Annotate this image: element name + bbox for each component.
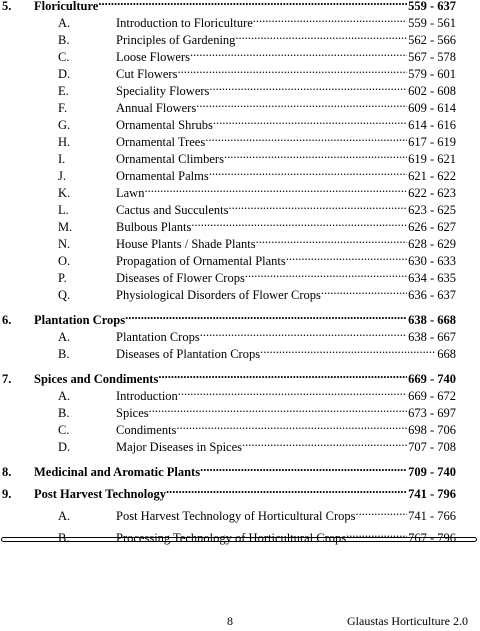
dot-leader <box>177 61 407 78</box>
item-title: Ornamental Palms <box>116 169 209 183</box>
section-title: Spices and Condiments <box>34 372 159 386</box>
item-pages: 638 - 667 <box>407 329 480 346</box>
item-title: Cactus and Succulents <box>116 203 229 217</box>
item-letter: B. <box>58 406 70 420</box>
dot-leader <box>235 27 407 44</box>
dot-leader <box>196 95 407 112</box>
item-title: Ornamental Shrubs <box>116 118 213 132</box>
item-title: Lawn <box>116 186 145 200</box>
item-letter: B. <box>58 347 70 361</box>
item-pages: 567 - 578 <box>407 49 480 66</box>
footer-brand: Glaustas Horticulture 2.0 <box>347 614 468 628</box>
item-pages: 626 - 627 <box>407 219 480 236</box>
toc-section-6[interactable] <box>0 307 480 327</box>
dot-leader <box>190 44 407 61</box>
item-letter: B. <box>58 531 70 545</box>
item-title: Ornamental Trees <box>116 135 206 149</box>
item-letter: P. <box>58 271 67 285</box>
item-pages: 630 - 633 <box>407 253 480 270</box>
dot-leader <box>260 341 436 358</box>
item-letter: C. <box>58 423 70 437</box>
dot-leader <box>321 282 407 299</box>
dot-leader <box>242 434 407 451</box>
section-pages: 559 - 637 <box>407 0 480 15</box>
dot-leader <box>224 146 407 163</box>
item-letter: D. <box>58 67 71 81</box>
item-letter: I. <box>58 152 66 166</box>
item-title: Loose Flowers <box>116 50 190 64</box>
item-title: Introduction <box>116 389 178 403</box>
item-letter: F. <box>58 101 68 115</box>
dot-leader <box>253 10 407 27</box>
item-pages: 562 - 566 <box>407 32 480 49</box>
item-title: Principles of Gardening <box>116 33 236 47</box>
item-title: Speciality Flowers <box>116 84 210 98</box>
section-number: 5. <box>2 0 12 13</box>
item-letter: J. <box>58 169 66 183</box>
item-pages: 619 - 621 <box>407 151 480 168</box>
section-pages: 741 - 796 <box>407 486 480 503</box>
page-number: 8 <box>227 614 233 628</box>
dot-leader <box>166 481 407 498</box>
item-title: Condiments <box>116 423 177 437</box>
item-letter: Q. <box>58 288 71 302</box>
dot-leader <box>205 129 407 146</box>
item-title: Physiological Disorders of Flower Crops <box>116 288 321 302</box>
item-title: Diseases of Flower Crops <box>116 271 245 285</box>
section-pages: 638 - 668 <box>407 312 480 329</box>
item-title: Ornamental Climbers <box>116 152 224 166</box>
section-pages: 709 - 740 <box>407 464 480 481</box>
section-number: 8. <box>2 465 12 479</box>
dot-leader <box>149 400 407 417</box>
section-number: 9. <box>2 487 12 501</box>
dot-leader <box>125 307 407 324</box>
dot-leader <box>98 0 407 10</box>
item-title: Post Harvest Technology of Horticultural Crops <box>116 509 356 523</box>
section-pages: 669 - 740 <box>407 371 480 388</box>
dot-leader <box>286 248 407 265</box>
item-pages: 609 - 614 <box>407 100 480 117</box>
item-pages: 579 - 601 <box>407 66 480 83</box>
item-letter: A. <box>58 509 71 523</box>
item-pages: 634 - 635 <box>407 270 480 287</box>
item-title: Propagation of Ornamental Plants <box>116 254 286 268</box>
section-title: Medicinal and Aromatic Plants <box>34 465 201 479</box>
dot-leader <box>178 383 407 400</box>
item-title: Annual Flowers <box>116 101 197 115</box>
item-pages: 623 - 625 <box>407 202 480 219</box>
item-letter: N. <box>58 237 71 251</box>
item-title: Diseases of Plantation Crops <box>116 347 261 361</box>
section-number: 6. <box>2 313 12 327</box>
item-pages: 668 <box>436 346 480 363</box>
toc-item[interactable] <box>0 503 480 523</box>
dot-leader <box>209 78 407 95</box>
dot-leader <box>191 214 407 231</box>
toc-section-5[interactable] <box>0 0 480 13</box>
item-pages: 622 - 623 <box>407 185 480 202</box>
item-letter: K. <box>58 186 71 200</box>
dot-leader <box>256 231 407 248</box>
item-pages: 602 - 608 <box>407 83 480 100</box>
item-pages: 559 - 561 <box>407 15 480 32</box>
section-number: 7. <box>2 372 12 386</box>
dot-leader <box>213 112 407 129</box>
item-letter: D. <box>58 440 71 454</box>
item-letter: A. <box>58 389 71 403</box>
dot-leader <box>200 459 407 476</box>
item-letter: A. <box>58 16 71 30</box>
toc-section-9[interactable] <box>0 481 480 501</box>
item-title: Introduction to Floriculture <box>116 16 253 30</box>
item-title: Processing Technology of Horticultural Crops <box>116 531 347 545</box>
item-pages: 614 - 616 <box>407 117 480 134</box>
item-pages: 628 - 629 <box>407 236 480 253</box>
item-letter: L. <box>58 203 69 217</box>
toc-section-8[interactable] <box>0 459 480 479</box>
item-pages: 673 - 697 <box>407 405 480 422</box>
item-pages: 669 - 672 <box>407 388 480 405</box>
item-title: Plantation Crops <box>116 330 200 344</box>
item-title: Major Diseases in Spices <box>116 440 243 454</box>
item-title: Cut Flowers <box>116 67 178 81</box>
item-letter: E. <box>58 84 69 98</box>
section-title: Floriculture <box>34 0 99 13</box>
dot-leader <box>245 265 407 282</box>
item-letter: H. <box>58 135 71 149</box>
dot-leader <box>158 366 407 383</box>
toc-section-7[interactable] <box>0 366 480 386</box>
item-title: Spices <box>116 406 149 420</box>
separator-bar <box>1 537 477 542</box>
item-letter: G. <box>58 118 71 132</box>
page-footer <box>0 612 480 630</box>
item-pages: 707 - 708 <box>407 439 480 456</box>
item-letter: C. <box>58 50 70 64</box>
dot-leader <box>176 417 407 434</box>
item-pages: 636 - 637 <box>407 287 480 304</box>
item-letter: B. <box>58 33 70 47</box>
item-title: House Plants / Shade Plants <box>116 237 256 251</box>
item-pages: 741 - 766 <box>407 508 480 525</box>
section-title: Post Harvest Technology <box>34 487 166 501</box>
item-letter: O. <box>58 254 71 268</box>
dot-leader <box>209 163 407 180</box>
dot-leader <box>144 180 407 197</box>
dot-leader <box>355 503 407 520</box>
dot-leader <box>228 197 407 214</box>
item-pages: 767 - 796 <box>407 530 480 547</box>
item-letter: M. <box>58 220 73 234</box>
item-letter: A. <box>58 330 71 344</box>
dot-leader <box>200 324 407 341</box>
item-title: Bulbous Plants <box>116 220 192 234</box>
item-pages: 698 - 706 <box>407 422 480 439</box>
item-pages: 621 - 622 <box>407 168 480 185</box>
item-pages: 617 - 619 <box>407 134 480 151</box>
section-title: Plantation Crops <box>34 313 126 327</box>
